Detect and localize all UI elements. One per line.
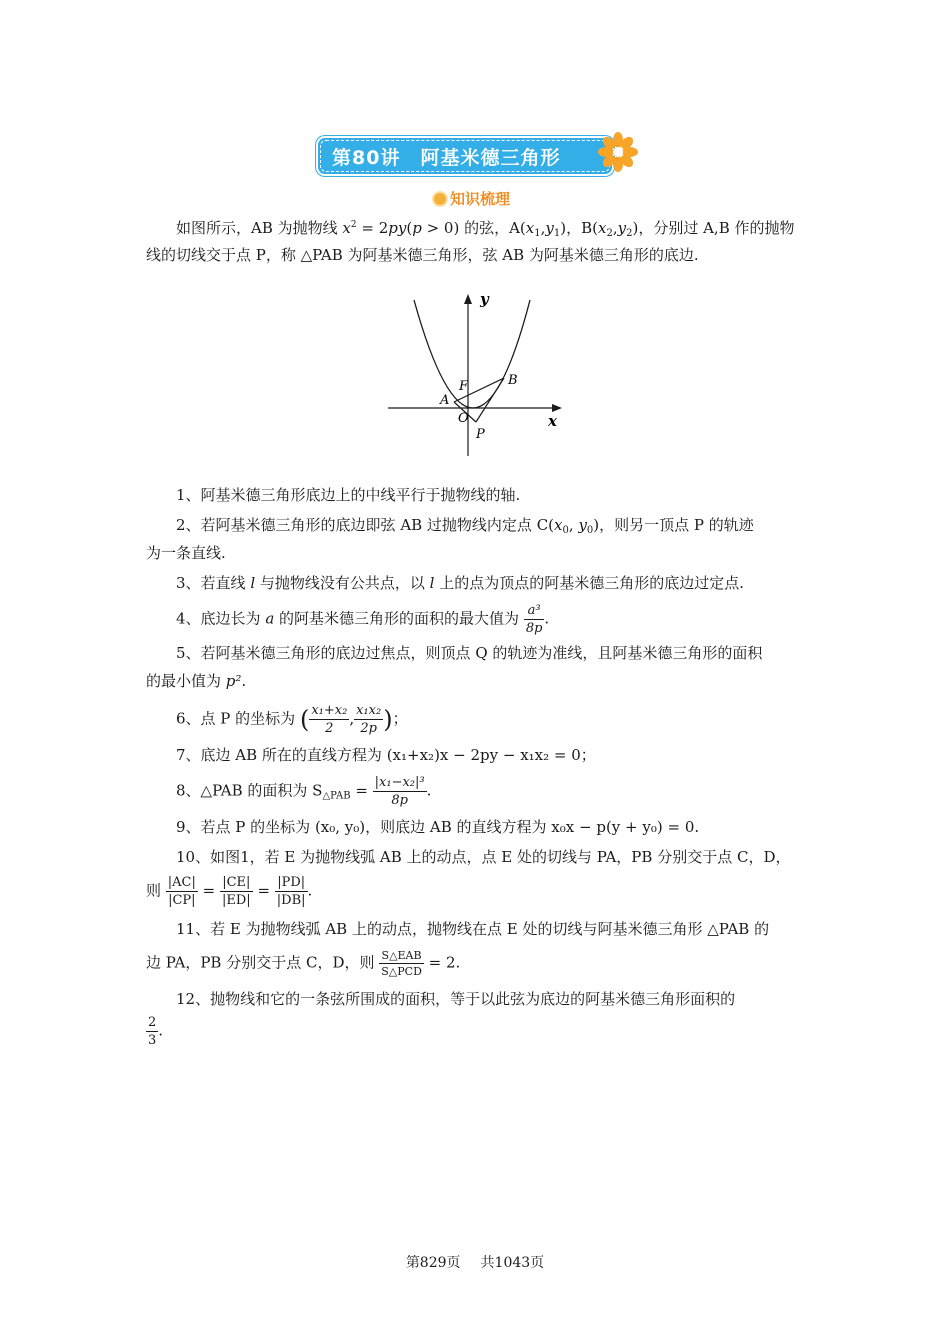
chapter-title-banner [316,136,614,176]
item-10-cont: 则 $\frac{|AC|}{|CP|}$ = $\frac{|CE|}{|ED|}$ = $\frac{|PD|}{|DB|}$ . [146,875,313,908]
item-9: 9、若点 P 的坐标为 (x₀, y₀)，则底边 AB 的直线方程为 x₀x − p(y + y₀) = 0. [176,818,700,836]
flower-icon [596,130,640,174]
page-number: 第829页 [405,1255,461,1271]
x-arrow [552,404,562,412]
total-pages: 共1043页 [480,1255,545,1271]
item-4: 4、底边长为 a 的阿基米德三角形的面积的最大值为 $\frac{\text{a³}}{8p}$ . [176,603,550,636]
section-label: 知识梳理 [450,190,511,208]
p-label: P [476,427,485,442]
item-5: 5、若阿基米德三角形的底边过焦点，则顶点 Q 的轨迹为准线，且阿基米德三角形的面积 [176,644,763,662]
item-5-cont: 的最小值为 p². [146,672,247,690]
b-label: B [508,373,518,388]
item-3: 3、若直线 l 与抛物线没有公共点，以 l 上的点为顶点的阿基米德三角形的底边过定点. [176,574,745,592]
chapter-title: 第80讲 阿基米德三角形 [332,147,561,169]
item-12: 12、抛物线和它的一条弦所围成的面积，等于以此弦为底边的阿基米德三角形面积的 [176,990,736,1008]
gear-icon [434,193,446,205]
parabola-figure [386,290,566,458]
section-heading [434,188,510,210]
fraction: $\frac{\text{a³}}{8p}$ [525,603,543,636]
o-label: O [458,411,469,426]
item-8: 8、△PAB 的面积为 $S_{\triangle PAB}$ = $\frac{\text{|x₁−x₂|³}}{8p}$ . [176,775,432,808]
y-label: y [480,290,489,308]
a-label: A [440,393,450,408]
f-label: F [459,379,469,394]
item-10: 10、如图1，若 E 为抛物线弧 AB 上的动点，点 E 处的切线与 PA，PB 分别交于点 C，D， [176,848,791,866]
x-label: x [548,412,557,430]
y-arrow [464,294,472,304]
item-1: 1、阿基米德三角形底边上的中线平行于抛物线的轴. [176,486,521,504]
item-11: 11、若 E 为抛物线弧 AB 上的动点，抛物线在点 E 处的切线与阿基米德三角形 △PAB 的 [176,920,770,938]
item-2: 2、若阿基米德三角形的底边即弦 AB 过抛物线内定点 $C(x_0$, $y_0$)，则另一顶点 P 的轨迹 [176,516,754,536]
parabola-curve [414,300,530,408]
item-2-cont: 为一条直线. [146,544,226,562]
item-7: 7、底边 AB 所在的直线方程为 (x₁+x₂)x − 2py − x₁x₂ = 0； [176,746,596,764]
intro-line-1: 如图所示，AB 为抛物线 $x^2 = 2py(p > 0)$ 的弦，$A(x_1,y_1)$，$B(x_2,y_2)$，分别过 A,B 作的抛物 [176,219,795,239]
item-12-cont: $\frac{2}{3}$ . [148,1015,164,1048]
page-footer [0,1252,950,1272]
item-11-cont: 边 PA，PB 分别交于点 C，D，则 $\frac{\text{S△EAB}}{\text{S△PCD}}$ = 2. [146,949,461,978]
intro-line-2: 线的切线交于点 P，称 △PAB 为阿基米德三角形，弦 AB 为阿基米德三角形的底边. [146,246,699,264]
item-6: 6、点 P 的坐标为 ( $\frac{\text{x₁+x₂}}{2}$ , $\frac{\text{x₁x₂}}{2p}$ )； [176,703,408,736]
